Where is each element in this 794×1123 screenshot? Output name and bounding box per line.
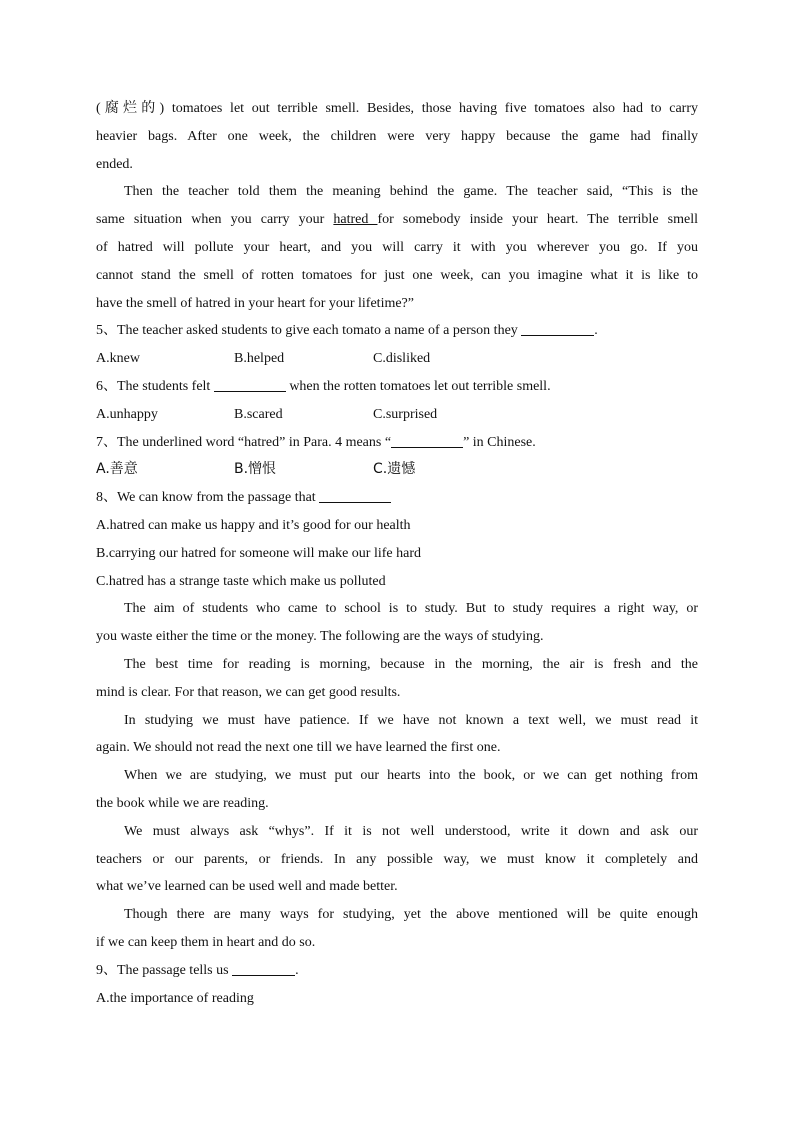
passage-line: cannot stand the smell of rotten tomatoes for just one week, can you imagine what it is like to xyxy=(96,267,698,283)
passage-line: ended. xyxy=(96,156,133,172)
answer-blank[interactable] xyxy=(232,961,295,976)
question-5 xyxy=(96,317,698,345)
question-stem: 6、The students felt xyxy=(96,378,211,394)
question-stem: 5、The teacher asked students to give each tomato a name of a person they xyxy=(96,323,518,339)
answer-blank[interactable] xyxy=(214,377,286,392)
option-a[interactable]: A.善意 xyxy=(96,461,138,478)
question-stem: 7、The underlined word “hatred” in Para. 4 means “ xyxy=(96,434,392,450)
option-c[interactable]: C.disliked xyxy=(373,351,431,367)
question-end: . xyxy=(594,323,598,339)
option-b[interactable]: B.憎恨 xyxy=(234,461,277,478)
option-b[interactable]: B.scared xyxy=(234,406,283,422)
passage-line xyxy=(96,206,698,234)
passage-line: (腐烂的) tomatoes let out terrible smell. Besides, those having five tomatoes also had to carry xyxy=(96,101,698,116)
passage-line: what we’ve learned can be used well and made better. xyxy=(96,879,398,895)
passage-line: The best time for reading is morning, because in the morning, the air is fresh and the xyxy=(124,656,698,672)
question-5-options xyxy=(96,345,698,373)
question-8 xyxy=(96,484,698,512)
question-stem: 8、We can know from the passage that xyxy=(96,490,316,506)
option-a[interactable]: A.hatred can make us happy and it’s good for our health xyxy=(96,517,411,533)
passage-line: the book while we are reading. xyxy=(96,795,269,811)
passage-line: you waste either the time or the money. The following are the ways of studying. xyxy=(96,629,544,645)
question-stem-cont: when the rotten tomatoes let out terrible smell. xyxy=(289,378,551,394)
option-b[interactable]: B.carrying our hatred for someone will make our life hard xyxy=(96,545,422,561)
passage-line: Then the teacher told them the meaning behind the game. The teacher said, “This is the xyxy=(124,184,698,200)
passage-line: of hatred will pollute your heart, and you will carry it with you wherever you go. If you xyxy=(96,239,698,255)
passage-line: heavier bags. After one week, the children were very happy because the game had finally xyxy=(96,128,698,144)
passage-line: When we are studying, we must put our hearts into the book, or we can get nothing from xyxy=(124,768,698,784)
question-6 xyxy=(96,373,698,401)
question-stem: 9、The passage tells us xyxy=(96,962,229,978)
option-a[interactable]: A.the importance of reading xyxy=(96,990,254,1006)
question-6-options xyxy=(96,401,698,429)
option-b[interactable]: B.helped xyxy=(234,351,285,367)
passage-line: Though there are many ways for studying, yet the above mentioned will be quite enough xyxy=(124,907,698,923)
answer-blank[interactable] xyxy=(319,488,391,503)
passage-line: again. We should not read the next one till we have learned the first one. xyxy=(96,740,501,756)
question-stem-cont: ” in Chinese. xyxy=(463,434,536,450)
text-span: same situation when you carry your xyxy=(96,212,334,228)
passage-line: if we can keep them in heart and do so. xyxy=(96,934,316,950)
option-c[interactable]: C.遗憾 xyxy=(373,461,416,478)
question-7-options xyxy=(96,456,698,484)
passage-line: have the smell of hatred in your heart for your lifetime?” xyxy=(96,295,414,311)
option-c[interactable]: C.hatred has a strange taste which make us polluted xyxy=(96,573,386,589)
passage-line: The aim of students who came to school is to study. But to study requires a right way, or xyxy=(124,601,698,617)
answer-blank[interactable] xyxy=(391,433,463,448)
option-a[interactable]: A.knew xyxy=(96,351,140,367)
question-7 xyxy=(96,429,698,457)
passage-line: In studying we must have patience. If we have not known a text well, we must read it xyxy=(124,712,698,728)
passage-line: We must always ask “whys”. If it is not well understood, write it down and ask our xyxy=(124,823,698,839)
question-end: . xyxy=(295,962,299,978)
document-page xyxy=(96,95,698,1012)
answer-blank[interactable] xyxy=(521,321,594,336)
passage-line: teachers or our parents, or friends. In any possible way, we must know it completely and xyxy=(96,851,698,867)
passage-line: mind is clear. For that reason, we can get good results. xyxy=(96,684,401,700)
option-c[interactable]: C.surprised xyxy=(373,406,438,422)
text-span: for somebody inside your heart. The terrible smell xyxy=(377,212,698,228)
question-9 xyxy=(96,957,698,985)
underlined-word-hatred: hatred xyxy=(333,212,378,228)
option-a[interactable]: A.unhappy xyxy=(96,406,158,422)
